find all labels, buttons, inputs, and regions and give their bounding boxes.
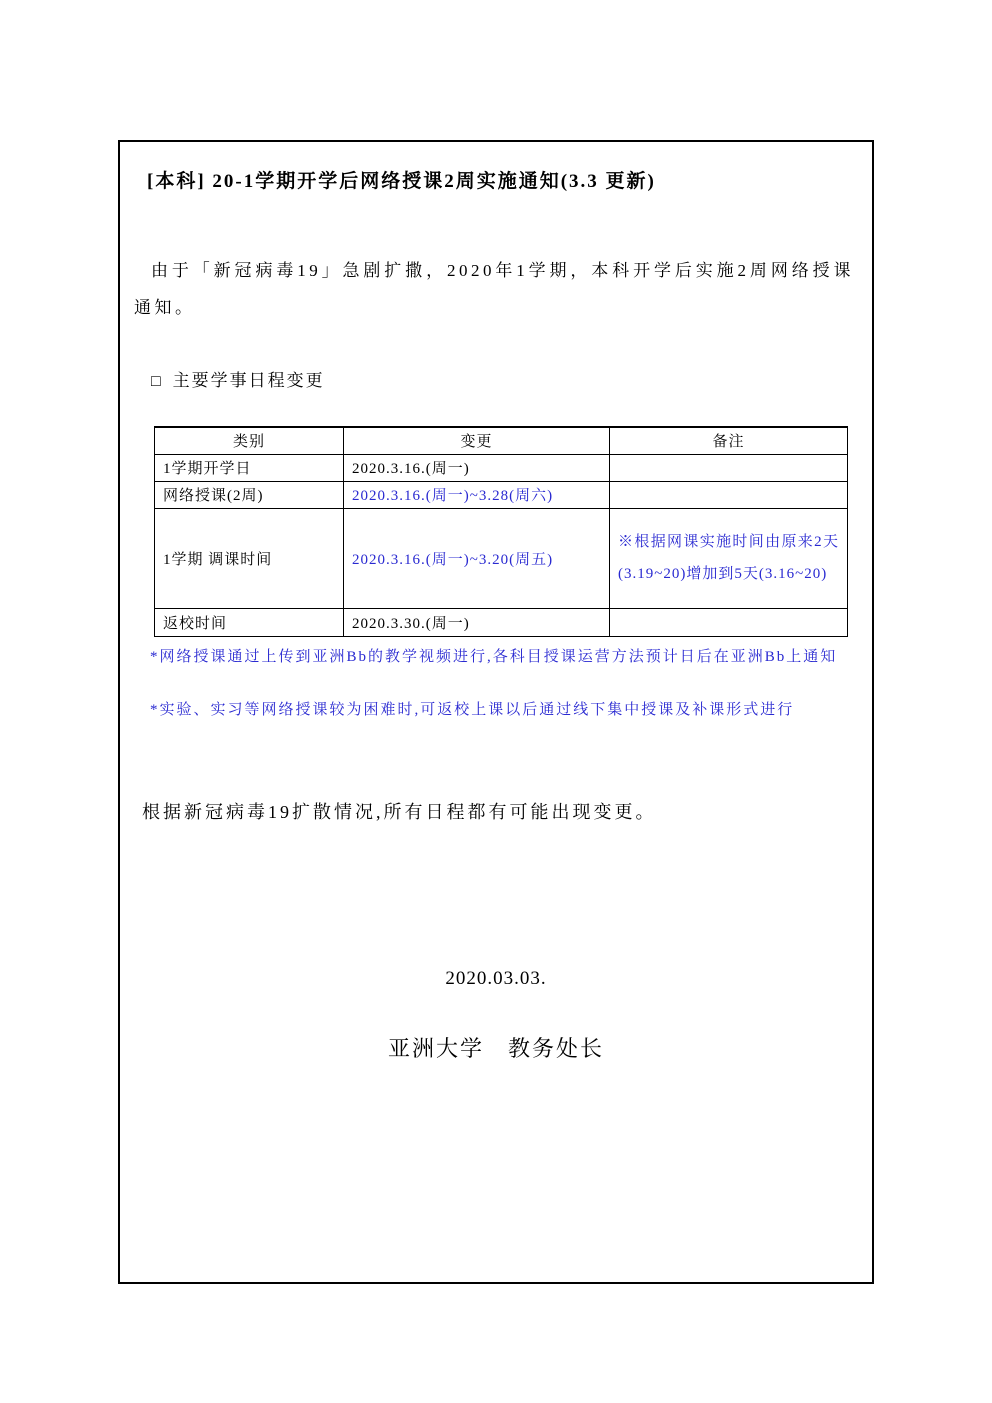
cell-remark: ※根据网课实施时间由原来2天(3.19~20)增加到5天(3.16~20) bbox=[610, 508, 848, 608]
checkbox-icon: □ bbox=[151, 373, 163, 390]
cell-change: 2020.3.16.(周一)~3.20(周五) bbox=[344, 508, 610, 608]
notice-date: 2020.03.03. bbox=[445, 967, 547, 989]
table-row bbox=[155, 454, 848, 481]
col-header-category: 类别 bbox=[155, 427, 344, 454]
cell-category: 1学期 调课时间 bbox=[155, 508, 344, 608]
cell-change: 2020.3.16.(周一) bbox=[344, 454, 610, 481]
footnote-online-class: *网络授课通过上传到亚洲Bb的教学视频进行,各科目授课运营方法预计日后在亚洲Bb上通知 bbox=[150, 648, 838, 665]
schedule-table bbox=[154, 426, 848, 637]
table-row bbox=[155, 508, 848, 608]
cell-remark bbox=[610, 481, 848, 508]
table-header-row bbox=[155, 427, 848, 454]
footnote-lab-class: *实验、实习等网络授课较为困难时,可返校上课以后通过线下集中授课及补课形式进行 bbox=[150, 701, 795, 718]
col-header-remark: 备注 bbox=[610, 427, 848, 454]
section-heading-label: 主要学事日程变更 bbox=[172, 371, 325, 390]
table-row bbox=[155, 481, 848, 508]
intro-paragraph: 由于「新冠病毒19」急剧扩撒，2020年1学期，本科开学后实施2周网络授课通知。 bbox=[134, 261, 854, 317]
cell-change: 2020.3.16.(周一)~3.28(周六) bbox=[344, 481, 610, 508]
col-header-change: 变更 bbox=[344, 427, 610, 454]
table-row bbox=[155, 608, 848, 636]
cell-category: 1学期开学日 bbox=[155, 454, 344, 481]
cell-change: 2020.3.30.(周一) bbox=[344, 608, 610, 636]
cell-category: 网络授课(2周) bbox=[155, 481, 344, 508]
cell-remark bbox=[610, 608, 848, 636]
section-heading bbox=[151, 370, 872, 393]
signature-line: 亚洲大学 教务处长 bbox=[387, 1035, 604, 1061]
caution-paragraph: 根据新冠病毒19扩散情况,所有日程都有可能出现变更。 bbox=[142, 801, 657, 822]
notice-title: [本科] 20-1学期开学后网络授课2周实施通知(3.3 更新) bbox=[147, 171, 656, 192]
cell-category: 返校时间 bbox=[155, 608, 344, 636]
notice-frame bbox=[118, 140, 874, 1284]
cell-remark bbox=[610, 454, 848, 481]
